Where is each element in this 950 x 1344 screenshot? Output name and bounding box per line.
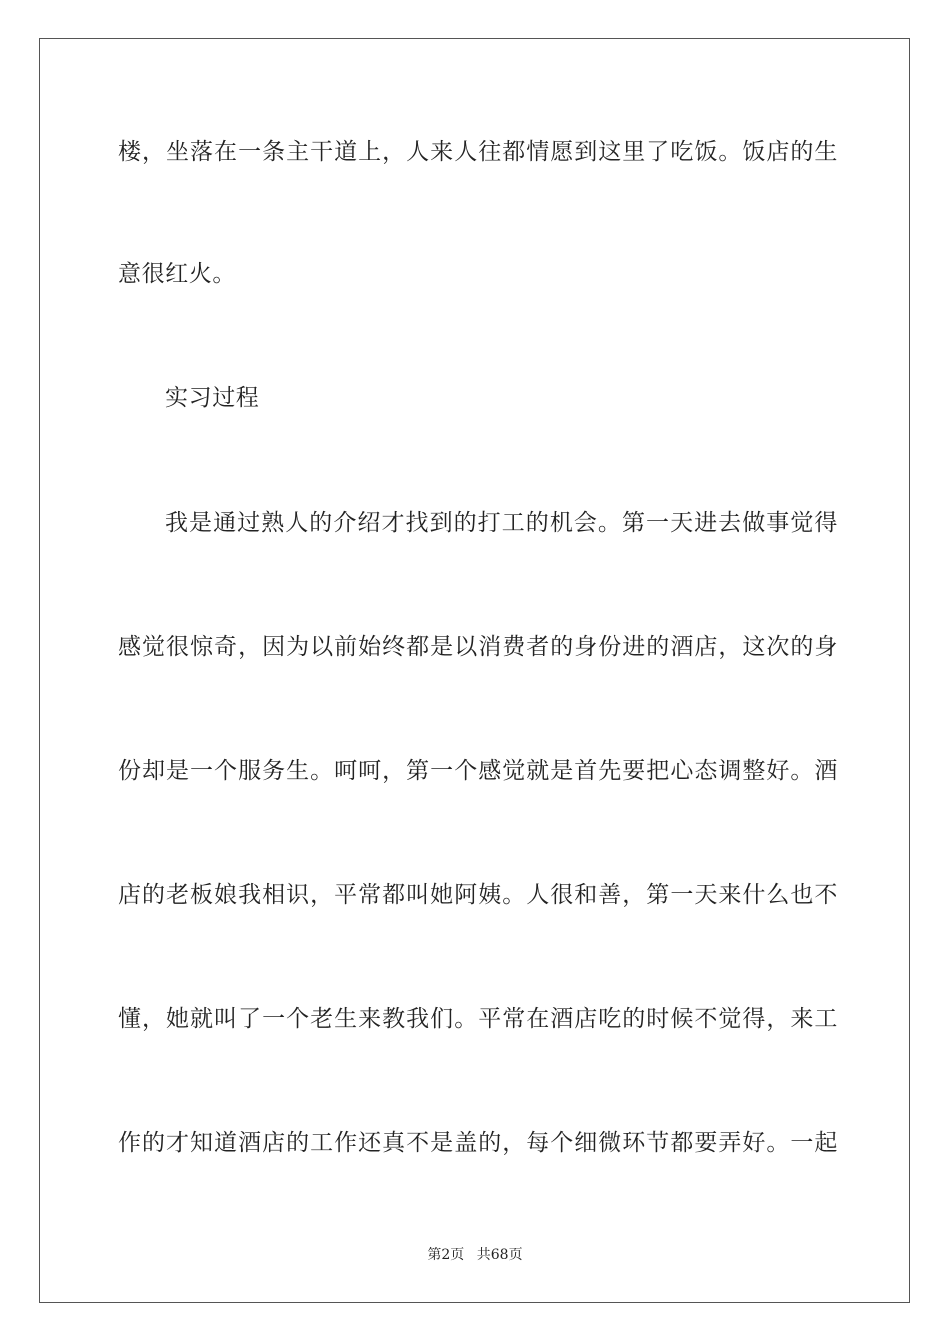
body-line-1: 楼，坐落在一条主干道上，人来人往都情愿到这里了吃饭。饭店的生 [118, 139, 838, 165]
page-number: 第2页 [427, 1247, 465, 1263]
page-border [39, 38, 910, 1303]
page-total: 共68页 [476, 1247, 523, 1263]
body-line-6: 店的老板娘我相识，平常都叫她阿姨。人很和善，第一天来什么也不 [118, 882, 838, 908]
body-line-2: 意很红火。 [118, 261, 236, 287]
body-line-7: 懂，她就叫了一个老生来教我们。平常在酒店吃的时候不觉得，来工 [118, 1006, 838, 1032]
body-line-3: 我是通过熟人的介绍才找到的打工的机会。第一天进去做事觉得 [165, 510, 838, 536]
page-footer [0, 1245, 950, 1265]
section-heading: 实习过程 [165, 385, 260, 411]
body-line-8: 作的才知道酒店的工作还真不是盖的，每个细微环节都要弄好。一起 [118, 1130, 838, 1156]
body-line-4: 感觉很惊奇，因为以前始终都是以消费者的身份进的酒店，这次的身 [118, 634, 838, 660]
body-line-5: 份却是一个服务生。呵呵，第一个感觉就是首先要把心态调整好。酒 [118, 758, 838, 784]
